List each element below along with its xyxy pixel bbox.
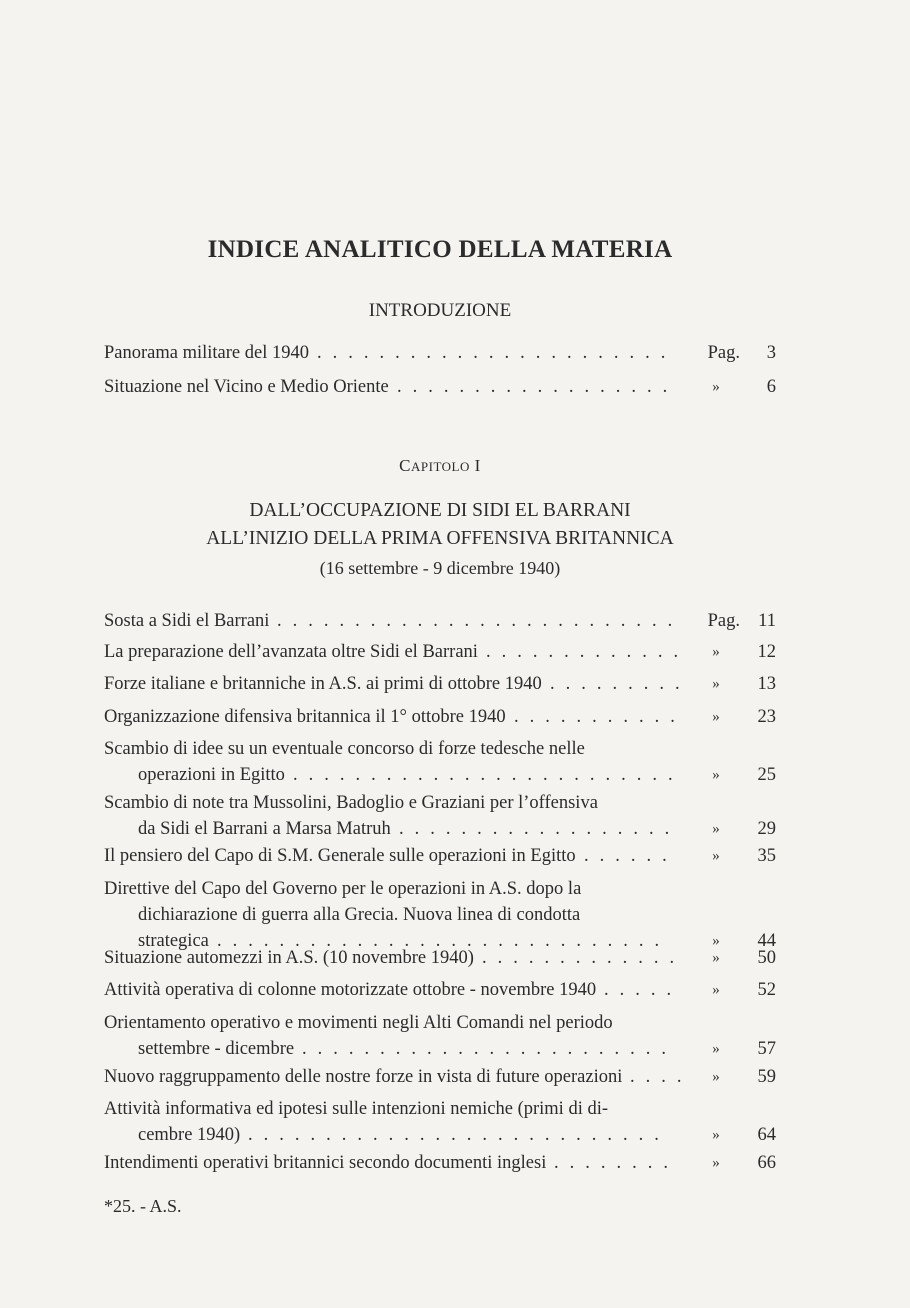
toc-entry-line [104,876,772,902]
toc-entry-line [104,1036,776,1062]
toc-entry [104,1150,776,1176]
toc-entry-line [104,762,776,788]
page-ref-label: » [712,1155,720,1171]
chapter-label [0,456,880,476]
toc-entry-text: Il pensiero del Capo di S.M. Generale sulle operazioni in Egitto [104,846,576,866]
toc-entry-line [104,1150,776,1176]
toc-entry-line [104,1010,772,1036]
page-ref-label: » [712,848,720,864]
leader-dots: ...... [584,846,678,866]
page-number: 3 [766,343,776,363]
toc-entry-line [104,340,776,366]
toc-entry-text: Intendimenti operativi britannici secondo documenti inglesi [104,1153,547,1173]
page-number: 11 [758,611,776,631]
page-ref-label: » [712,1041,720,1057]
toc-entry [104,639,776,665]
toc-entry [104,671,776,697]
toc-entry-text: strategica [138,931,209,951]
toc-entry-text: dichiarazione di guerra alla Grecia. Nuova linea di condotta [138,905,581,925]
toc-entry [104,608,776,634]
toc-entry-line [104,945,776,971]
toc-entry-line [104,704,776,730]
toc-entry-text: Sosta a Sidi el Barrani [104,611,270,631]
toc-entry [104,790,776,842]
leader-dots: ........................... [248,1125,670,1145]
page-ref-label: » [712,676,720,692]
toc-entry [104,945,776,971]
page-number: 29 [757,819,776,839]
toc-entry-text: Scambio di idee su un eventuale concorso di forze tedesche nelle [104,739,585,759]
toc-entry [104,1096,776,1148]
leader-dots: .......................... [277,611,684,631]
leader-dots: .................. [399,819,681,839]
page-number: 59 [757,1067,776,1087]
leader-dots: ........... [514,707,686,727]
page-ref-label: » [712,709,720,725]
toc-entry-text: Orientamento operativo e movimenti negli Alti Comandi nel periodo [104,1013,613,1033]
page-ref-label: » [712,933,720,949]
toc-entry-line [104,977,776,1003]
leader-dots: ....................... [317,343,677,363]
toc-entry-line [104,816,776,842]
page-number: 64 [757,1125,776,1145]
chapter-label-rest: APITOLO [411,459,470,474]
page-number: 23 [757,707,776,727]
page-ref-label: Pag. [707,611,740,631]
toc-entry-text: cembre 1940) [138,1125,241,1145]
toc-entry [104,374,776,400]
page-number: 12 [757,642,776,662]
page-number: 52 [757,980,776,1000]
toc-entry-line [104,608,776,634]
leader-dots: ......................... [293,765,684,785]
page-number: 6 [766,377,776,397]
leader-dots: ........................ [302,1039,677,1059]
toc-entry-text: Organizzazione difensiva britannica il 1° ottobre 1940 [104,707,506,727]
toc-entry-text: Panorama militare del 1940 [104,343,309,363]
toc-entry-text: Forze italiane e britanniche in A.S. ai primi di ottobre 1940 [104,674,542,694]
chapter-number: I [474,456,481,475]
page-number: 50 [757,948,776,968]
toc-entry-text: Attività operativa di colonne motorizzate ottobre - novembre 1940 [104,980,597,1000]
leader-dots: ......... [550,674,691,694]
page-number: 25 [757,765,776,785]
page-ref-label: » [712,767,720,783]
page-number: 35 [757,846,776,866]
leader-dots: ............. [482,948,686,968]
page-ref-label: » [712,1069,720,1085]
toc-entry [104,1010,776,1062]
toc-entry-text: settembre - dicembre [138,1039,295,1059]
toc-entry-line [104,1064,776,1090]
page-ref-label: » [712,644,720,660]
toc-entry-text: Situazione automezzi in A.S. (10 novembre 1940) [104,948,474,968]
toc-entry-line [104,671,776,697]
leader-dots: ........ [554,1153,679,1173]
leader-dots: ............. [486,642,690,662]
page-ref-label: » [712,950,720,966]
leader-dots: ..... [604,980,683,1000]
page-ref-label: » [712,982,720,998]
page-number: 13 [757,674,776,694]
toc-entry-line [104,1096,772,1122]
toc-entry [104,977,776,1003]
toc-entry-text: operazioni in Egitto [138,765,285,785]
toc-entry [104,876,776,954]
page-number: 57 [757,1039,776,1059]
page-ref-label: » [712,379,720,395]
toc-entry [104,1064,776,1090]
toc-entry-line [104,790,772,816]
toc-entry-line [104,374,776,400]
toc-entry [104,843,776,869]
toc-entry [104,704,776,730]
toc-entry [104,340,776,366]
chapter-title-line-1: DALL’OCCUPAZIONE DI SIDI EL BARRANI [249,500,631,521]
page-title: INDICE ANALITICO DELLA MATERIA [207,236,673,263]
footer-signature: *25. - A.S. [104,1196,182,1216]
page-number: 66 [757,1153,776,1173]
toc-entry-text: da Sidi el Barrani a Marsa Matruh [138,819,391,839]
toc-entry-line [104,902,772,928]
toc-entry-text: La preparazione dell’avanzata oltre Sidi el Barrani [104,642,478,662]
toc-entry-line [104,639,776,665]
chapter-title-line-2: ALL’INIZIO DELLA PRIMA OFFENSIVA BRITANNICA [206,528,674,549]
leader-dots: .... [630,1067,693,1087]
chapter-dates: (16 settembre - 9 dicembre 1940) [319,558,561,578]
toc-entry-text: Situazione nel Vicino e Medio Oriente [104,377,389,397]
page-ref-label: Pag. [707,343,740,363]
toc-entry-line [104,1122,776,1148]
toc-entry [104,736,776,788]
leader-dots: .................. [397,377,679,397]
toc-entry-text: Nuovo raggruppamento delle nostre forze in vista di future operazioni [104,1067,623,1087]
toc-entry-line [104,843,776,869]
toc-entry-line [104,736,772,762]
intro-heading: INTRODUZIONE [368,300,512,321]
page-number: 44 [757,931,776,951]
leader-dots: ............................. [217,931,671,951]
page-ref-label: » [712,1127,720,1143]
toc-entry-text: Scambio di note tra Mussolini, Badoglio e Graziani per l’offensiva [104,793,598,813]
toc-entry-text: Direttive del Capo del Governo per le operazioni in A.S. dopo la [104,879,582,899]
chapter-label-initial: C [399,456,412,475]
page-ref-label: » [712,821,720,837]
toc-entry-text: Attività informativa ed ipotesi sulle intenzioni nemiche (primi di di- [104,1099,609,1119]
